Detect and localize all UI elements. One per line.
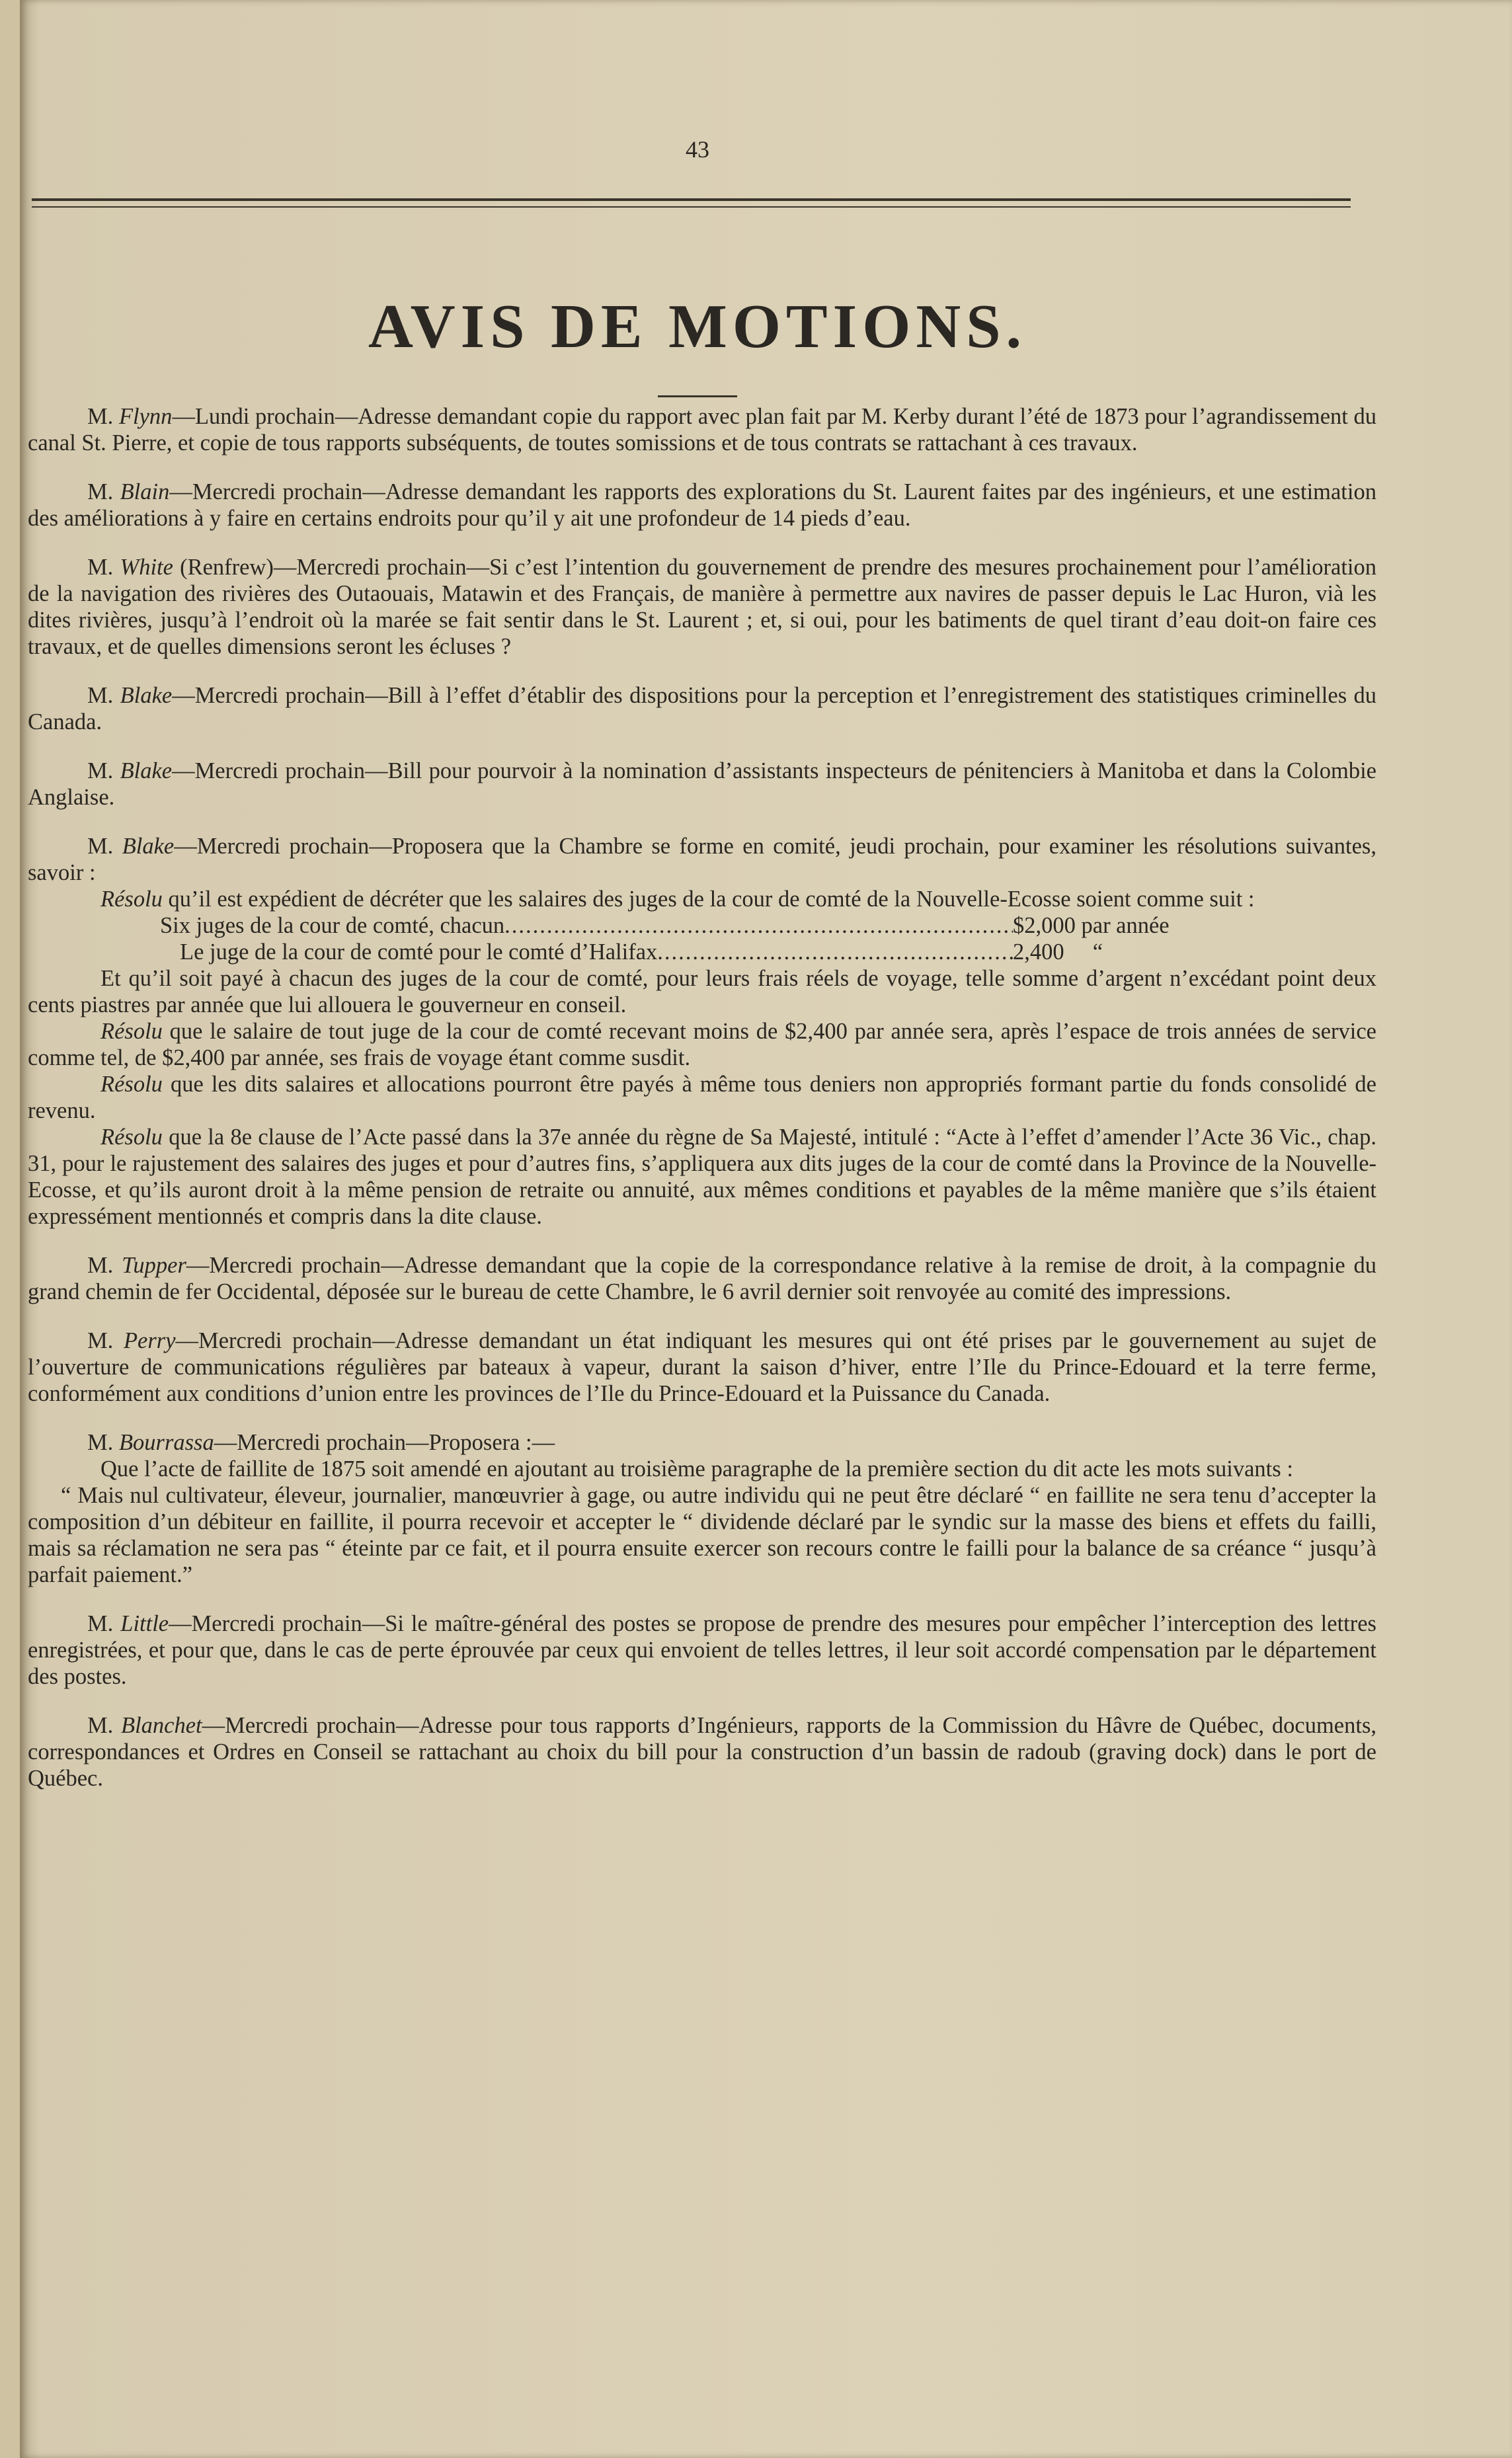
member-name: Blake — [120, 758, 173, 783]
motion-tupper: M. Tupper—Mercredi prochain—Adresse demandant que la copie de la correspondance relative à la remise de droit, à la compagnie du grand chemin de fer Occidental, déposée sur le bureau de cette Chambre, le 6 avril dernier soit renvoyée au comité des impressions. — [28, 1253, 1376, 1304]
motion-flynn: M. Flynn—Lundi prochain—Adresse demandant copie du rapport avec plan fait par M. Kerby durant l’été de 1873 pour l’agrandissement du canal St. Pierre, et copie de tous rapports subséquents, de toutes somissions et de tous contrats se rattachant à ces travaux. — [28, 404, 1376, 456]
motion-text: —Mercredi prochain—Bill à l’effet d’établir des dispositions pour la perception et l’enregistrement des statistiques criminelles du Canada. — [28, 683, 1376, 734]
resolution-3: Résolu que les dits salaires et allocations pourront être payés à même tous deniers non appropriés formant partie du fonds consolidé de revenu. — [28, 1072, 1376, 1123]
resolution-2: Résolu que le salaire de tout juge de la cour de comté recevant moins de $2,400 par année sera, après l’espace de trois années de service comme tel, de $2,400 par année, ses frais de voyage étant comme susdit. — [28, 1019, 1376, 1070]
member-name: Blanchet — [121, 1713, 202, 1738]
header-rule — [32, 198, 1351, 201]
header-rule-thin — [32, 206, 1351, 208]
member-name: Blake — [122, 834, 175, 859]
motion-blake-1: M. Blake—Mercredi prochain—Bill à l’effet d’établir des dispositions pour la perception et l’enregistrement des statistiques criminelles du Canada. — [28, 683, 1376, 734]
resolution-4: Résolu que la 8e clause de l’Acte passé dans la 37e année du règne de Sa Majesté, intitulé : “Acte à l’effet d’amender l’Acte 36 Vic., chap. 31, pour le rajustement des salaires des juges et pour d’autres fins, s’appliquera aux dits juges de la cour de comté dans la Province de la Nouvelle-Ecosse, et qu’ils auront droit à la même pension de retraite ou annuité, aux mêmes conditions et payables de la même manière que s’ils étaient expressément mentionnés et compris dans la dite clause. — [28, 1125, 1376, 1229]
member-name: Blake — [120, 683, 173, 708]
member-name: Blain — [120, 479, 170, 504]
document-page — [20, 0, 1512, 2458]
motion-blain: M. Blain—Mercredi prochain—Adresse demandant les rapports des explorations du St. Laurent faites par des ingénieurs, et une estimation des améliorations à y faire en certains endroits pour qu’il y ait une profondeur de 14 pieds d’eau. — [28, 479, 1376, 531]
member-name: Flynn — [118, 404, 173, 429]
motion-text: —Mercredi prochain—Adresse demandant que la copie de la correspondance relative à la remise de droit, à la compagnie du grand chemin de fer Occidental, déposée sur le bureau de cette Chambre, le 6 avril dernier soit renvoyée au comité des impressions. — [28, 1253, 1376, 1304]
page-title: AVIS DE MOTIONS. — [368, 292, 1027, 361]
bourrassa-quote: “ Mais nul cultivateur, éleveur, journalier, manœuvrier à gage, ou autre individu qui ne peut être déclaré “ en faillite ne sera tenu d’accepter la composition d’un débiteur en faillite, il pourra recevoir et accepter le “ dividende déclaré par le syndic sur la masse des biens et effets du failli, mais sa réclamation ne sera pas “ éteinte par ce fait, et il pourra ensuite exercer son recours contre le failli pour la balance de sa créance “ jusqu’à parfait paiement.” — [28, 1483, 1376, 1587]
resolution-1: Résolu qu’il est expédient de décréter que les salaires des juges de la cour de comté de la Nouvelle-Ecosse soient comme suit : — [100, 887, 1255, 912]
bourrassa-text: Que l’acte de faillite de 1875 soit amendé en ajoutant au troisième paragraphe de la première section du dit acte les mots suivants : — [100, 1456, 1293, 1482]
motion-little: M. Little—Mercredi prochain—Si le maître-général des postes se propose de prendre des mesures pour empêcher l’interception des lettres enregistrées, et pour que, dans le cas de perte éprouvée par ceux qui envoient de telles lettres, il leur soit accordé compensation par le département des postes. — [28, 1611, 1376, 1689]
motion-blake-2: M. Blake—Mercredi prochain—Bill pour pourvoir à la nomination d’assistants inspecteurs de pénitenciers à Manitoba et dans la Colombie Anglaise. — [28, 758, 1376, 810]
motion-text: —Mercredi prochain—Bill pour pourvoir à la nomination d’assistants inspecteurs de pénitenciers à Manitoba et dans la Colombie Anglaise. — [28, 758, 1376, 810]
title-rule — [658, 395, 737, 397]
motion-text: (Renfrew)—Mercredi prochain—Si c’est l’intention du gouvernement de prendre des mesures prochainement pour l’amélioration de la navigation des rivières des Outaouais, Matawin et des Français, de manière à permettre aux navires de passer depuis le Lac Huron, vià les dites rivières, jusqu’à l’endroit où la marée se fait sentir dans le St. Laurent ; et, si oui, pour les batiments de quel tirant d’eau doit-on faire ces travaux, et de quelles dimensions seront les écluses ? — [28, 555, 1376, 659]
salary-line: Six juges de la cour de comté, chacun ..... $2,000 par année — [160, 912, 1211, 939]
motion-blanchet: M. Blanchet—Mercredi prochain—Adresse pour tous rapports d’Ingénieurs, rapports de la Commission du Hâvre de Québec, documents, correspondances et Ordres en Conseil se rattachant au choix du bill pour la construction d’un bassin de radoub (graving dock) dans le port de Québec. — [28, 1713, 1376, 1791]
bourrassa-intro: M. Bourrassa—Mercredi prochain—Proposera :— — [87, 1430, 555, 1455]
motion-text: —Mercredi prochain—Si le maître-général des postes se propose de prendre des mesures pour empêcher l’interception des lettres enregistrées, et pour que, dans le cas de perte éprouvée par ceux qui envoient de telles lettres, il leur soit accordé compensation par le département des postes. — [28, 1611, 1376, 1689]
member-name: Little — [120, 1611, 169, 1636]
salary-line: Le juge de la cour de comté pour le comté d’Halifax ..... 2,400 “ — [180, 939, 1211, 965]
motions-content — [28, 403, 1376, 2221]
motion-text: —Lundi prochain—Adresse demandant copie du rapport avec plan fait par M. Kerby durant l’été de 1873 pour l’agrandissement du canal St. Pierre, et copie de tous rapports subséquents, de toutes somissions et de tous contrats se rattachant à ces travaux. — [28, 404, 1376, 456]
motion-text: —Mercredi prochain—Adresse demandant un état indiquant les mesures qui ont été prises par le gouvernement au sujet de l’ouverture de communications régulières par bateaux à vapeur, durant la saison d’hiver, entre l’Ile du Prince-Edouard et la terre ferme, conformément aux conditions d’union entre les provinces de l’Ile du Prince-Edouard et la Puissance du Canada. — [28, 1328, 1376, 1406]
resolutions-intro: M. Blake—Mercredi prochain—Proposera que la Chambre se forme en comité, jeudi prochain, pour examiner les résolutions suivantes, savoir : — [28, 834, 1376, 885]
motion-text: —Mercredi prochain—Adresse pour tous rapports d’Ingénieurs, rapports de la Commission du Hâvre de Québec, documents, correspondances et Ordres en Conseil se rattachant au choix du bill pour la construction d’un bassin de radoub (graving dock) dans le port de Québec. — [28, 1713, 1376, 1791]
member-name: Bourrassa — [118, 1430, 214, 1455]
member-name: Tupper — [122, 1253, 186, 1278]
motion-text: —Mercredi prochain—Adresse demandant les rapports des explorations du St. Laurent faites par des ingénieurs, et une estimation des améliorations à y faire en certains endroits pour qu’il y ait une profondeur de 14 pieds d’eau. — [28, 479, 1376, 531]
motion-perry: M. Perry—Mercredi prochain—Adresse demandant un état indiquant les mesures qui ont été prises par le gouvernement au sujet de l’ouverture de communications régulières par bateaux à vapeur, durant la saison d’hiver, entre l’Ile du Prince-Edouard et la terre ferme, conformément aux conditions d’union entre les provinces de l’Ile du Prince-Edouard et la Puissance du Canada. — [28, 1328, 1376, 1406]
motion-bourrassa — [28, 1429, 1376, 1588]
member-name: Perry — [123, 1328, 176, 1353]
motion-blake-resolutions — [28, 833, 1376, 1230]
member-name: White — [120, 555, 173, 580]
motion-white: M. White (Renfrew)—Mercredi prochain—Si c’est l’intention du gouvernement de prendre des mesures prochainement pour l’amélioration de la navigation des rivières des Outaouais, Matawin et des Français, de manière à permettre aux navires de passer depuis le Lac Huron, vià les dites rivières, jusqu’à l’endroit où la marée se fait sentir dans le St. Laurent ; et, si oui, pour les batiments de quel tirant d’eau doit-on faire ces travaux, et de quelles dimensions seront les écluses ? — [28, 555, 1376, 659]
resolution-1-continued: Et qu’il soit payé à chacun des juges de la cour de comté, pour leurs frais réels de voyage, telle somme d’argent n’excédant point deux cents piastres par année que lui allouera le gouverneur en conseil. — [28, 966, 1376, 1017]
page-number: 43 — [686, 136, 709, 163]
